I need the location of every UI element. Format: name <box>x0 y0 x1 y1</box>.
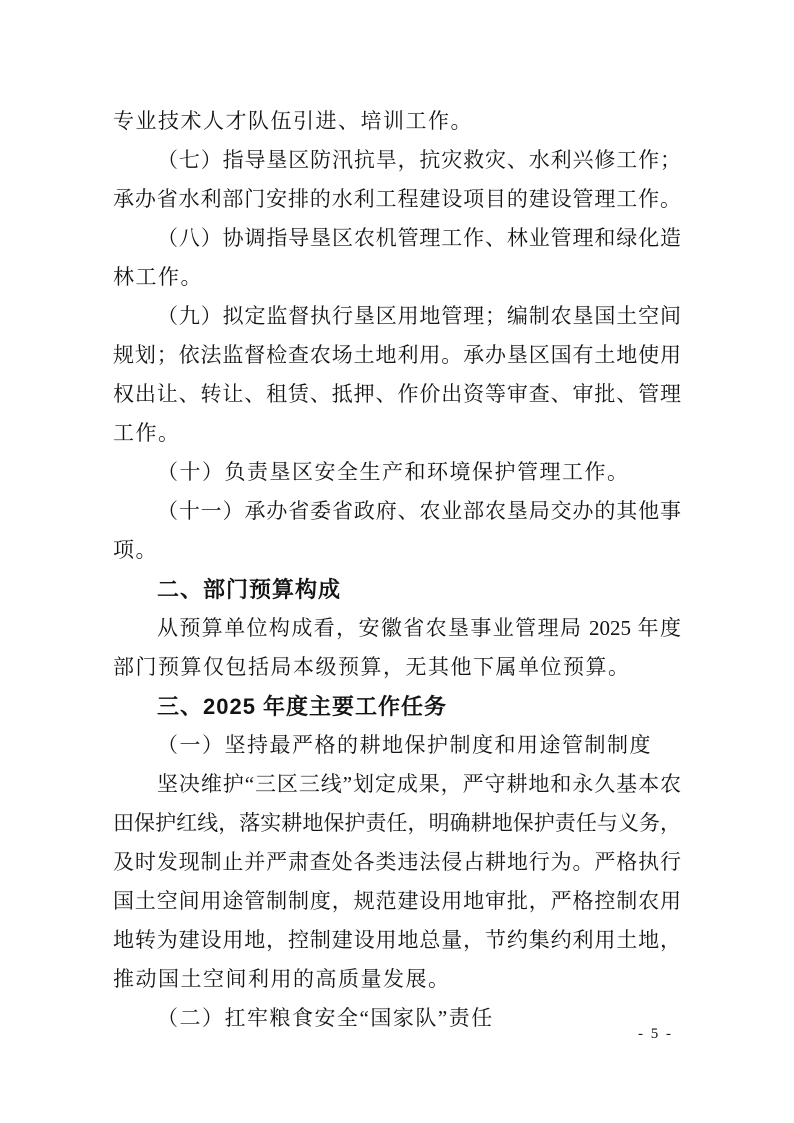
body-line: （八）协调指导垦区农机管理工作、林业管理和绿化造 <box>157 226 681 250</box>
body-line: 规划；依法监督检查农场土地利用。承办垦区国有土地使用 <box>113 343 681 367</box>
page-number: - 5 - <box>638 1026 673 1042</box>
body-line: 工作。 <box>113 421 181 445</box>
body-line: 及时发现制止并严肃查处各类违法侵占耕地行为。严格执行 <box>113 850 681 874</box>
body-line: 坚决维护“三区三线”划定成果，严守耕地和永久基本农 <box>157 772 681 796</box>
body-line: 推动国土空间利用的高质量发展。 <box>113 967 451 991</box>
subsection-heading-2: （二）扛牢粮食安全“国家队”责任 <box>157 1006 494 1030</box>
body-line: 承办省水利部门安排的水利工程建设项目的建设管理工作。 <box>113 187 681 211</box>
body-line: 专业技术人才队伍引进、培训工作。 <box>113 109 473 133</box>
document-body <box>113 102 681 1038</box>
body-line: （七）指导垦区防汛抗旱，抗灾救灾、水利兴修工作； <box>157 148 681 172</box>
body-line: 林工作。 <box>113 265 203 289</box>
body-line: （十）负责垦区安全生产和环境保护管理工作。 <box>157 460 630 484</box>
body-line: 从预算单位构成看，安徽省农垦事业管理局 2025 年度 <box>157 616 681 640</box>
body-line: 权出让、转让、租赁、抵押、作价出资等审查、审批、管理 <box>113 382 681 406</box>
body-line: 国土空间用途管制制度，规范建设用地审批，严格控制农用 <box>113 889 681 913</box>
body-line: （十一）承办省委省政府、农业部农垦局交办的其他事 <box>157 499 681 523</box>
section-heading-2025-tasks: 三、2025 年度主要工作任务 <box>157 694 448 719</box>
body-line: 项。 <box>113 538 158 562</box>
body-line: 地转为建设用地，控制建设用地总量，节约集约利用土地， <box>113 928 681 952</box>
body-line: 田保护红线，落实耕地保护责任，明确耕地保护责任与义务， <box>113 811 681 835</box>
body-line: （九）拟定监督执行垦区用地管理；编制农垦国土空间 <box>157 304 681 328</box>
body-line: 部门预算仅包括局本级预算，无其他下属单位预算。 <box>113 655 631 679</box>
subsection-heading-1: （一）坚持最严格的耕地保护制度和用途管制制度 <box>157 733 652 757</box>
section-heading-budget-composition: 二、部门预算构成 <box>157 577 342 602</box>
